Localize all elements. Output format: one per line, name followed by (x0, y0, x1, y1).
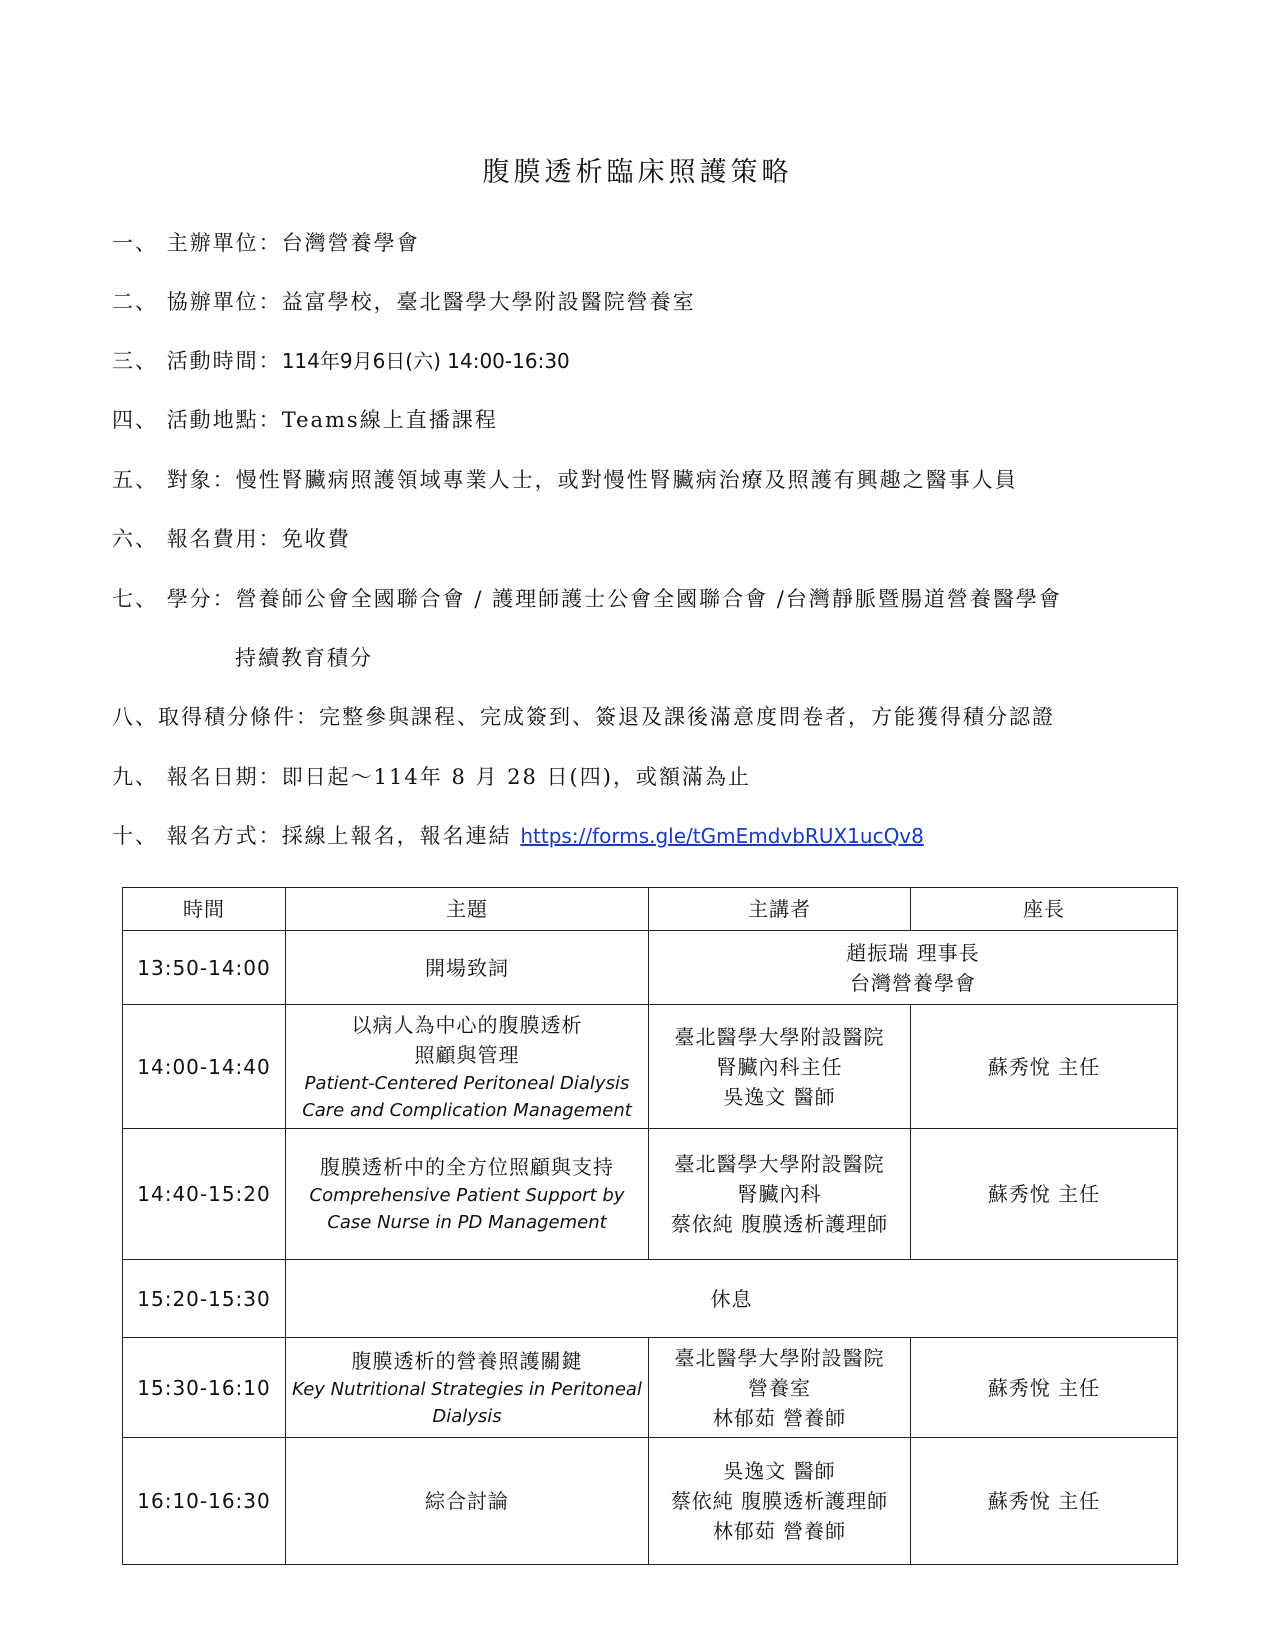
item-number: 四、 (112, 408, 158, 432)
item-value: 慢性腎臟病照護領域專業人士，或對慢性腎臟病治療及照護有興趣之醫事人員 (235, 468, 1018, 492)
header-chair: 座長 (911, 888, 1178, 931)
topic-en-line: Case Nurse in PD Management (327, 1212, 607, 1233)
topic-zh-line: 腹膜透析的營養照護關鍵 (351, 1348, 583, 1373)
item-value: 採線上報名，報名連結 (281, 824, 521, 848)
item-number: 十、 (112, 824, 158, 848)
item-value: Teams線上直播課程 (281, 408, 498, 432)
session-topic (286, 1129, 649, 1260)
session-time: 16:10-16:30 (123, 1438, 286, 1565)
topic-en-line: Comprehensive Patient Support by (309, 1185, 625, 1206)
session-time: 14:00-14:40 (123, 1005, 286, 1129)
schedule-table (122, 887, 1178, 1565)
speaker-line: 蔡依純 腹膜透析護理師 (670, 1212, 889, 1236)
item-label: 報名費用： (166, 527, 282, 551)
session-speaker (649, 1438, 911, 1565)
topic-zh-line: 照顧與管理 (414, 1042, 520, 1067)
table-row (123, 1129, 1178, 1260)
item-co-organizer (112, 286, 696, 316)
speaker-line: 蔡依純 腹膜透析護理師 (670, 1489, 889, 1513)
table-row (123, 1005, 1178, 1129)
session-topic: 開場致詞 (286, 931, 649, 1005)
speaker-line: 吳逸文 醫師 (723, 1459, 836, 1483)
registration-link[interactable]: https://forms.gle/tGmEmdvbRUX1ucQv8 (520, 824, 924, 848)
item-number: 七、 (112, 587, 158, 611)
topic-en-line: Key Nutritional Strategies in Peritoneal (292, 1378, 642, 1400)
session-speaker (649, 931, 1178, 1005)
topic-zh-line: 腹膜透析中的全方位照顧與支持 (320, 1155, 614, 1179)
item-label: 取得積分條件： (158, 705, 319, 729)
item-number: 三、 (112, 349, 158, 373)
item-fee (112, 523, 351, 553)
header-time: 時間 (123, 888, 286, 931)
session-speaker (649, 1129, 911, 1260)
speaker-line: 台灣營養學會 (850, 970, 976, 995)
session-speaker (649, 1005, 911, 1129)
item-organizer (112, 227, 420, 257)
table-row (123, 931, 1178, 1005)
item-label: 對象： (166, 468, 236, 492)
item-label: 協辦單位： (166, 290, 282, 314)
session-chair: 蘇秀悅 主任 (911, 1338, 1178, 1438)
topic-en-line: Patient-Centered Peritoneal Dialysis (304, 1072, 630, 1094)
session-topic: 休息 (286, 1260, 1178, 1338)
item-registration-method (112, 820, 924, 850)
table-row (123, 1438, 1178, 1565)
item-value: 台灣營養學會 (281, 231, 420, 255)
speaker-line: 腎臟內科 (737, 1182, 822, 1206)
item-number: 八、 (112, 705, 158, 729)
session-time: 15:30-16:10 (123, 1338, 286, 1438)
document-title: 腹膜透析臨床照護策略 (482, 157, 793, 188)
table-row (123, 1260, 1178, 1338)
item-credit-conditions (112, 701, 1055, 731)
item-registration-date (112, 761, 751, 791)
session-chair: 蘇秀悅 主任 (911, 1438, 1178, 1565)
speaker-line: 林郁茹 營養師 (712, 1405, 847, 1430)
item-location (112, 404, 498, 434)
session-time: 14:40-15:20 (123, 1129, 286, 1260)
item-value: 114年9月6日(六) 14:00-16:30 (281, 349, 570, 373)
speaker-line: 臺北醫學大學附設醫院 (674, 1152, 885, 1176)
table-row (123, 1338, 1178, 1438)
session-chair: 蘇秀悅 主任 (911, 1129, 1178, 1260)
speaker-line: 林郁茹 營養師 (712, 1519, 847, 1543)
session-topic (286, 1005, 649, 1129)
session-topic: 綜合討論 (286, 1438, 649, 1565)
session-time: 13:50-14:00 (123, 931, 286, 1005)
item-audience (112, 464, 1018, 494)
topic-zh-line: 以病人為中心的腹膜透析 (351, 1012, 583, 1037)
speaker-line: 營養室 (748, 1375, 811, 1400)
item-event-time (112, 345, 570, 375)
header-topic: 主題 (286, 888, 649, 931)
item-label: 活動時間： (166, 349, 282, 373)
speaker-line: 吳逸文 醫師 (723, 1084, 836, 1109)
speaker-line: 腎臟內科主任 (716, 1054, 843, 1079)
session-speaker (649, 1338, 911, 1438)
item-number: 二、 (112, 290, 158, 314)
topic-en-line: Dialysis (432, 1405, 502, 1427)
table-header-row (123, 888, 1178, 931)
item-number: 五、 (112, 468, 158, 492)
item-credits-continued (235, 642, 373, 672)
session-time: 15:20-15:30 (123, 1260, 286, 1338)
item-number: 九、 (112, 765, 158, 789)
item-label: 主辦單位： (166, 231, 282, 255)
item-value: 持續教育積分 (235, 646, 373, 670)
speaker-line: 臺北醫學大學附設醫院 (674, 1024, 885, 1049)
item-label: 報名方式： (166, 824, 282, 848)
item-value: 完整參與課程、完成簽到、簽退及課後滿意度問卷者，方能獲得積分認證 (319, 705, 1055, 729)
session-chair: 蘇秀悅 主任 (911, 1005, 1178, 1129)
item-value: 免收費 (281, 527, 351, 551)
item-number: 一、 (112, 231, 158, 255)
item-number: 六、 (112, 527, 158, 551)
item-value: 益富學校，臺北醫學大學附設醫院營養室 (281, 290, 696, 314)
topic-en-line: Care and Complication Management (302, 1099, 632, 1121)
session-topic (286, 1338, 649, 1438)
header-speaker: 主講者 (649, 888, 911, 931)
item-label: 報名日期： (166, 765, 282, 789)
item-credits (112, 583, 1062, 613)
speaker-line: 趙振瑞 理事長 (846, 940, 980, 965)
item-label: 學分： (166, 587, 236, 611)
item-value: 即日起～114年 8 月 28 日(四)，或額滿為止 (281, 765, 751, 789)
speaker-line: 臺北醫學大學附設醫院 (674, 1345, 885, 1370)
item-label: 活動地點： (166, 408, 282, 432)
item-value: 營養師公會全國聯合會 / 護理師護士公會全國聯合會 /台灣靜脈暨腸道營養醫學會 (235, 587, 1062, 611)
